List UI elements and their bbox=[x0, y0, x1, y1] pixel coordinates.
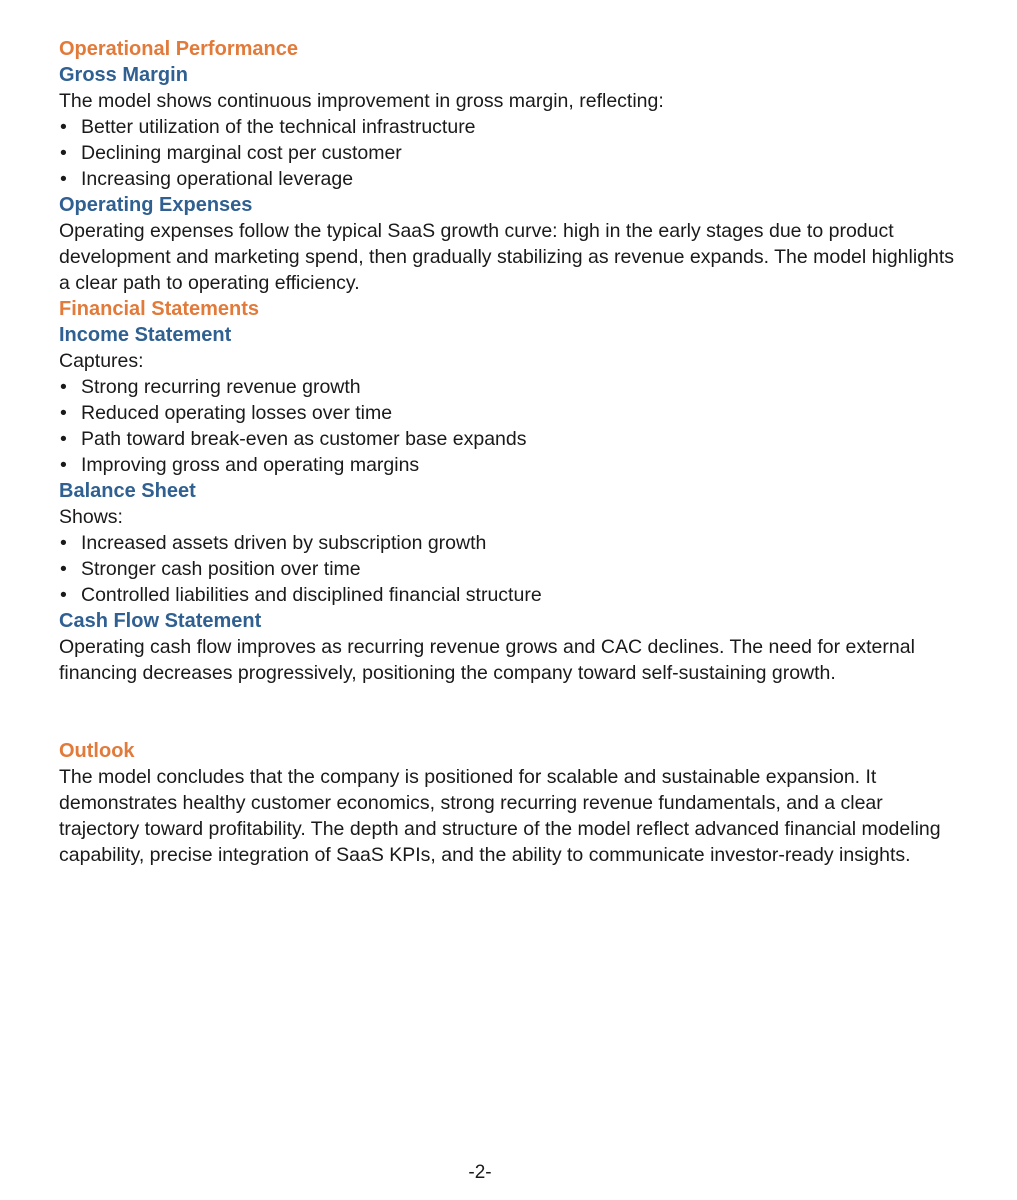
operating-expenses-body: Operating expenses follow the typical SaaS growth curve: high in the early stages due to product development and marketing spend, then gradually stabilizing as revenue expands. The model highlights a clear path to operating efficiency. bbox=[59, 220, 955, 294]
gross-margin-intro: The model shows continuous improvement in gross margin, reflecting: bbox=[59, 90, 664, 112]
section-spacer bbox=[59, 686, 959, 738]
page-number: -2- bbox=[468, 1162, 492, 1183]
income-statement-intro: Captures: bbox=[59, 350, 144, 372]
list-item: • Strong recurring revenue growth bbox=[59, 374, 959, 400]
list-item: • Increasing operational leverage bbox=[59, 166, 959, 192]
list-item: • Reduced operating losses over time bbox=[59, 400, 959, 426]
balance-sheet-list bbox=[59, 530, 959, 608]
balance-sheet-intro: Shows: bbox=[59, 506, 123, 528]
subheading-operating-expenses: Operating Expenses bbox=[59, 194, 253, 216]
subheading-income-statement: Income Statement bbox=[59, 324, 232, 346]
cash-flow-body: Operating cash flow improves as recurring revenue grows and CAC declines. The need for external financing decreases progressively, positioning the company toward self-sustaining growth. bbox=[59, 636, 915, 684]
subheading-gross-margin: Gross Margin bbox=[59, 64, 188, 86]
section-heading-outlook: Outlook bbox=[59, 740, 135, 762]
income-statement-list bbox=[59, 374, 959, 478]
list-item: • Increased assets driven by subscription growth bbox=[59, 530, 959, 556]
subheading-cash-flow-statement: Cash Flow Statement bbox=[59, 610, 262, 632]
subheading-balance-sheet: Balance Sheet bbox=[59, 480, 196, 502]
document-page bbox=[59, 36, 959, 868]
list-item: • Path toward break-even as customer base expands bbox=[59, 426, 959, 452]
section-heading-operational-performance: Operational Performance bbox=[59, 38, 298, 60]
list-item: • Improving gross and operating margins bbox=[59, 452, 959, 478]
section-heading-financial-statements: Financial Statements bbox=[59, 298, 260, 320]
list-item: • Better utilization of the technical infrastructure bbox=[59, 114, 959, 140]
list-item: • Declining marginal cost per customer bbox=[59, 140, 959, 166]
list-item: • Controlled liabilities and disciplined financial structure bbox=[59, 582, 959, 608]
gross-margin-list bbox=[59, 114, 959, 192]
list-item: • Stronger cash position over time bbox=[59, 556, 959, 582]
outlook-body: The model concludes that the company is positioned for scalable and sustainable expansion. It demonstrates healthy customer economics, strong recurring revenue fundamentals, and a clear trajectory toward profitability. The depth and structure of the model reflect advanced financial modeling capability, precise integration of SaaS KPIs, and the ability to communicate investor-ready insights. bbox=[59, 766, 941, 866]
